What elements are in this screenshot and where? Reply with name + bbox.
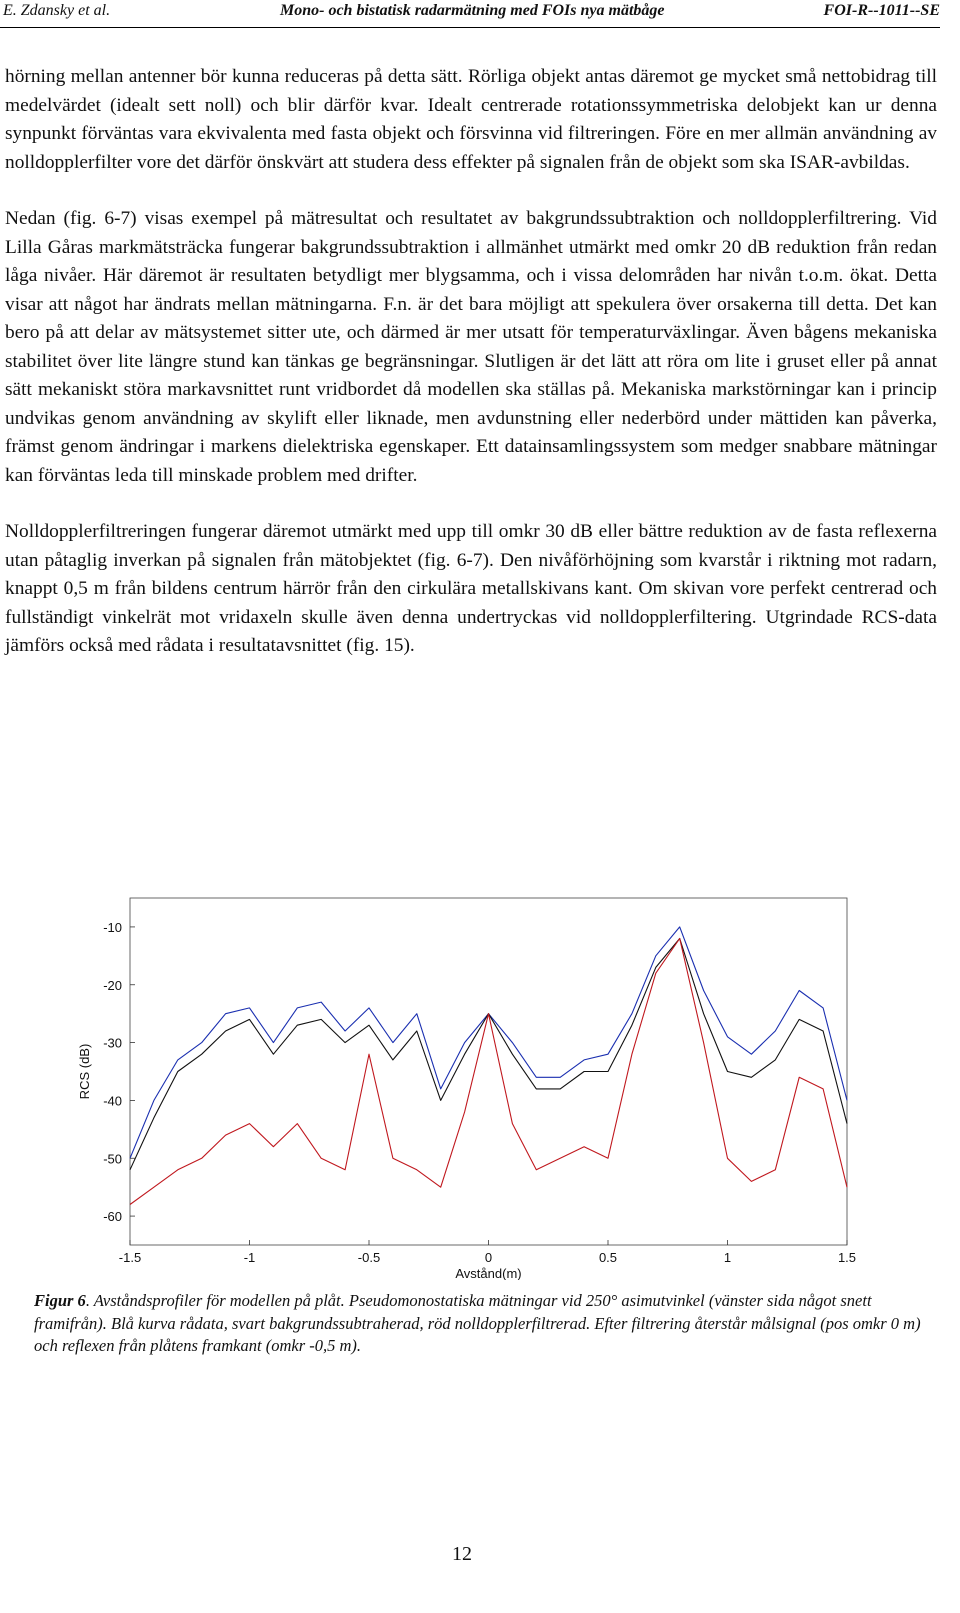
y-tick-label: -50 (103, 1151, 122, 1167)
y-tick-label: -40 (103, 1093, 122, 1109)
paragraph: Nolldopplerfiltreringen fungerar däremot utmärkt med upp till omkr 30 dB eller bättre reduktion av de fasta reflexerna utan påtaglig inverkan på signalen från mätobjektet (fig. 6-7). Den nivåförhöjning som kvarstår i riktning mot radarn, knappt 0,5 m från bildens centrum härrör från den cirkulära metallskivans kant. Om skivan vore perfekt centrerad och fullständigt vinkelrät mot vridaxeln skulle även denna undertryckas vid nolldopplerfiltering. Utgrindade RCS-data jämförs också med rådata i resultatavsnittet (fig. 15). (5, 521, 937, 656)
body-text (5, 63, 937, 689)
plot-frame (130, 898, 847, 1245)
x-tick-label: -1.5 (118, 1250, 142, 1265)
caption-label: Figur 6 (34, 1291, 86, 1310)
y-tick-label: -30 (103, 1035, 122, 1051)
header-title: Mono- och bistatisk radarmätning med FOIs nya mätbåge (280, 2, 665, 19)
header-authors: E. Zdansky et al. (3, 2, 111, 19)
page-header (0, 0, 940, 26)
x-axis-label: Avstånd(m) (455, 1266, 522, 1280)
series-line-2 (130, 939, 847, 1205)
x-tick-label: -0.5 (357, 1250, 381, 1265)
series-line-1 (130, 939, 847, 1170)
y-tick-label: -60 (103, 1209, 122, 1225)
paragraph: hörning mellan antenner bör kunna reduceras på detta sätt. Rörliga objekt antas däremot ge mycket små nettobidrag till medelvärdet (idealt sett noll) och blir därför kvar. Idealt centrerade rotationssymmetriska delobjekt kan ur denna synpunkt förväntas vara ekvivalenta med fasta objekt och försvinna vid filtreringen. Före en mer allmän användning av nolldopplerfilter vore det därför önskvärt att studera dess effekter på signalen från de objekt som ska ISAR-avbildas. (5, 66, 937, 173)
series-line-0 (130, 927, 847, 1158)
header-rule (0, 27, 940, 28)
figure-6 (5, 880, 935, 1280)
caption-text: . Avståndsprofiler för modellen på plåt. Pseudomonostatiska mätningar vid 250° asimutvinkel (vänster sida något snett framifrån). Blå kurva rådata, svart bakgrundssubtraherad, röd nolldopplerfiltrerad. Efter filtrering återstår målsignal (pos omkr 0 m) och reflexen från plåtens framkant (omkr -0,5 m). (34, 1291, 921, 1355)
header-report-id: FOI-R--1011--SE (823, 2, 940, 19)
y-tick-label: -20 (103, 977, 122, 993)
y-tick-label: -10 (103, 919, 122, 935)
x-tick-label: 0 (484, 1250, 493, 1265)
y-axis-label: RCS (dB) (77, 1043, 92, 1100)
paragraph: Nedan (fig. 6-7) visas exempel på mätresultat och resultatet av bakgrundssubtraktion och nolldopplerfiltrering. Vid Lilla Gåras markmätsträcka fungerar bakgrundssubtraktion i allmänhet utmärkt med omkr 20 dB reduktion från redan låga nivåer. Här däremot är resultaten betydligt mer blygsamma, och i vissa delområden har nivån t.o.m. ökat. Detta visar att något har ändrats mellan mätningarna. F.n. är det bara möjligt att spekulera över orsakerna till detta. Det kan bero på att delar av mätsystemet sitter ute, och därmed är mer utsatt för temperaturväxlingar. Även bågens mekaniska stabilitet över lite längre stund kan tänkas ge begränsningar. Slutligen är det lätt att röra om lite i gruset eller på annat sätt mekaniskt störa markavsnittet runt vridbordet då modellen ska ställas på. Mekaniska markstörningar kan i princip undvikas genom användning av skylift eller liknade, men avdunstning eller nederbörd under mättiden kan påverka, främst genom ändringar i markens dielektriska egenskaper. Ett datainsamlingssystem som medger snabbare mätningar kan förväntas leda till minskade problem med drifter. (5, 208, 937, 486)
x-tick-label: 1 (723, 1250, 732, 1265)
x-tick-label: -1 (243, 1250, 256, 1265)
figure-caption (34, 1290, 934, 1358)
x-tick-label: 1.5 (837, 1250, 857, 1265)
page-number: 12 (452, 1543, 472, 1565)
range-profile-chart (5, 880, 935, 1280)
x-tick-label: 0.5 (598, 1250, 618, 1265)
